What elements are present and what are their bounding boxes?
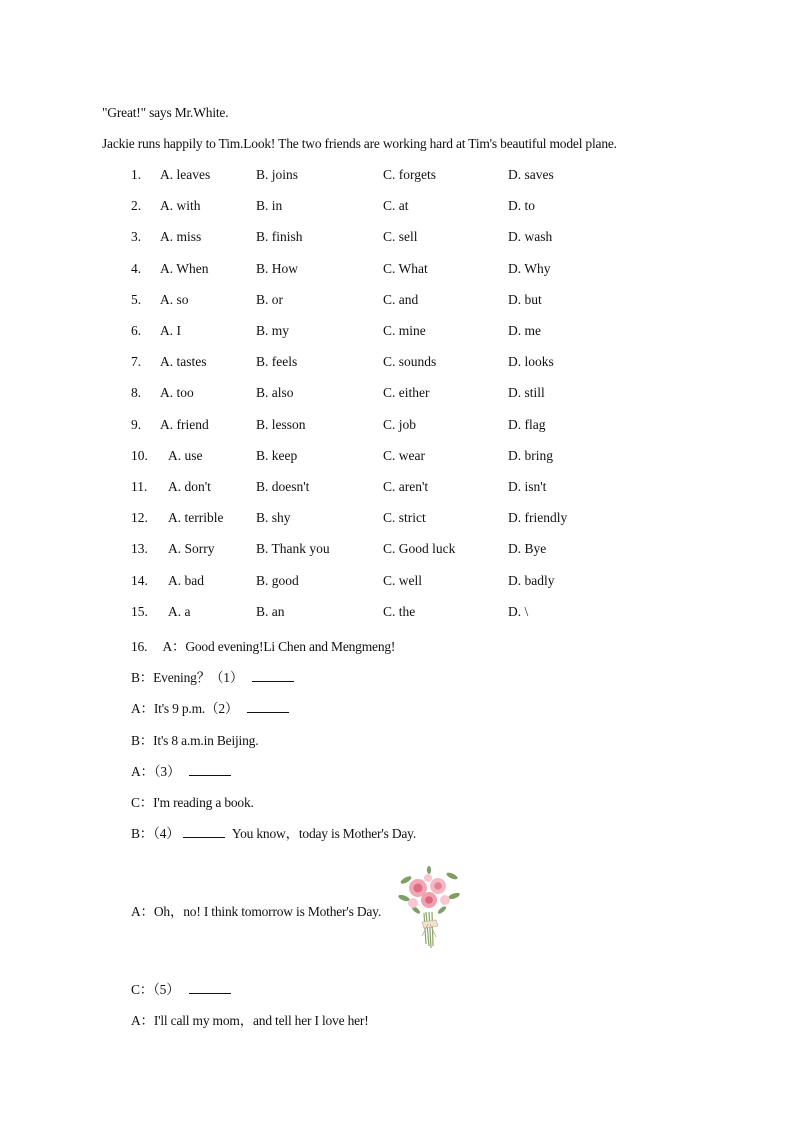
question-number: 3. — [131, 229, 142, 244]
option-d[interactable]: D. flag — [508, 417, 546, 432]
intro-line-2: Jackie runs happily to Tim.Look! The two friends are working hard at Tim's beautiful model plane. — [102, 136, 617, 151]
option-a[interactable]: A. miss — [160, 229, 202, 244]
option-c[interactable]: C. Good luck — [383, 541, 456, 556]
dialogue-line-a: A：Good evening!Li Chen and Mengmeng! — [162, 639, 396, 654]
question-number: 2. — [131, 198, 142, 213]
option-d[interactable]: D. me — [508, 323, 541, 338]
question-number: 15. — [131, 604, 148, 619]
dialogue-line-a2 — [131, 697, 289, 717]
option-d[interactable]: D. badly — [508, 573, 555, 588]
option-d[interactable]: D. wash — [508, 229, 553, 244]
option-c[interactable]: C. well — [383, 573, 422, 588]
option-b[interactable]: B. my — [256, 323, 290, 338]
dialogue-line-b1 — [131, 666, 294, 686]
dialogue-text: C：（5） — [131, 982, 180, 997]
option-c[interactable]: C. strict — [383, 510, 426, 525]
option-b[interactable]: B. good — [256, 573, 299, 588]
question-number: 4. — [131, 261, 142, 276]
option-a[interactable]: A. friend — [160, 417, 209, 432]
option-c[interactable]: C. and — [383, 292, 419, 307]
option-d[interactable]: D. to — [508, 198, 535, 213]
option-b[interactable]: B. How — [256, 261, 299, 276]
option-a[interactable]: A. bad — [168, 573, 204, 588]
dialogue-line-a9: A：I'll call my mom，and tell her I love her! — [131, 1013, 369, 1028]
answer-blank-2[interactable] — [247, 701, 289, 713]
question-number: 7. — [131, 354, 142, 369]
option-a[interactable]: A. don't — [168, 479, 211, 494]
dialogue-line-a7: A：Oh，no! I think tomorrow is Mother's Day. — [131, 904, 382, 919]
option-d[interactable]: D. Bye — [508, 541, 547, 556]
option-b[interactable]: B. feels — [256, 354, 298, 369]
answer-blank-5[interactable] — [189, 982, 231, 994]
option-c[interactable]: C. either — [383, 385, 430, 400]
question-number: 6. — [131, 323, 142, 338]
dialogue-text: A：It's 9 p.m.（2） — [131, 701, 239, 716]
answer-blank-4[interactable] — [183, 826, 225, 838]
question-number: 12. — [131, 510, 148, 525]
option-d[interactable]: D. Why — [508, 261, 551, 276]
option-d[interactable]: D. looks — [508, 354, 554, 369]
dialogue-line-c5: C：I'm reading a book. — [131, 795, 254, 810]
option-c[interactable]: C. aren't — [383, 479, 429, 494]
question-number: 10. — [131, 448, 148, 463]
option-b[interactable]: B. Thank you — [256, 541, 330, 556]
question-number: 16. — [131, 639, 148, 654]
intro-line-1: "Great!" says Mr.White. — [102, 105, 229, 120]
dialogue-text: B：Evening？（1） — [131, 670, 244, 685]
option-c[interactable]: C. What — [383, 261, 428, 276]
option-a[interactable]: A. so — [160, 292, 189, 307]
option-b[interactable]: B. or — [256, 292, 283, 307]
option-b[interactable]: B. in — [256, 198, 283, 213]
option-b[interactable]: B. keep — [256, 448, 298, 463]
answer-blank-1[interactable] — [252, 670, 294, 682]
option-a[interactable]: A. too — [160, 385, 194, 400]
option-d[interactable]: D. still — [508, 385, 545, 400]
dialogue-line-b6 — [131, 822, 416, 842]
dialogue-line-a4 — [131, 760, 231, 780]
question-number: 13. — [131, 541, 148, 556]
option-b[interactable]: B. also — [256, 385, 294, 400]
dialogue-text: You know，today is Mother's Day. — [231, 826, 417, 841]
question-number: 5. — [131, 292, 142, 307]
flower-bouquet-image — [396, 866, 462, 950]
option-d[interactable]: D. \ — [508, 604, 529, 619]
option-c[interactable]: C. forgets — [383, 167, 436, 182]
option-c[interactable]: C. sounds — [383, 354, 437, 369]
option-c[interactable]: C. the — [383, 604, 416, 619]
question-number: 9. — [131, 417, 142, 432]
option-a[interactable]: A. I — [160, 323, 181, 338]
option-d[interactable]: D. bring — [508, 448, 553, 463]
dialogue-line-b3: B：It's 8 a.m.in Beijing. — [131, 733, 259, 748]
option-d[interactable]: D. isn't — [508, 479, 547, 494]
option-a[interactable]: A. Sorry — [168, 541, 215, 556]
option-a[interactable]: A. a — [168, 604, 191, 619]
option-a[interactable]: A. use — [168, 448, 203, 463]
dialogue-text: A：（3） — [131, 764, 181, 779]
option-b[interactable]: B. finish — [256, 229, 303, 244]
option-c[interactable]: C. job — [383, 417, 417, 432]
option-b[interactable]: B. joins — [256, 167, 299, 182]
option-c[interactable]: C. at — [383, 198, 409, 213]
option-b[interactable]: B. an — [256, 604, 285, 619]
question-number: 14. — [131, 573, 148, 588]
answer-blank-3[interactable] — [189, 764, 231, 776]
option-d[interactable]: D. friendly — [508, 510, 568, 525]
question-16 — [131, 635, 395, 655]
option-b[interactable]: B. shy — [256, 510, 291, 525]
option-a[interactable]: A. leaves — [160, 167, 211, 182]
option-c[interactable]: C. mine — [383, 323, 426, 338]
question-number: 8. — [131, 385, 142, 400]
option-c[interactable]: C. wear — [383, 448, 425, 463]
option-a[interactable]: A. with — [160, 198, 201, 213]
dialogue-text: B：（4） — [131, 826, 180, 841]
option-b[interactable]: B. lesson — [256, 417, 306, 432]
option-a[interactable]: A. tastes — [160, 354, 207, 369]
option-a[interactable]: A. When — [160, 261, 209, 276]
option-c[interactable]: C. sell — [383, 229, 418, 244]
option-d[interactable]: D. saves — [508, 167, 554, 182]
option-a[interactable]: A. terrible — [168, 510, 224, 525]
option-b[interactable]: B. doesn't — [256, 479, 310, 494]
option-d[interactable]: D. but — [508, 292, 542, 307]
dialogue-line-c8 — [131, 978, 231, 998]
question-number: 1. — [131, 167, 142, 182]
question-number: 11. — [131, 479, 148, 494]
